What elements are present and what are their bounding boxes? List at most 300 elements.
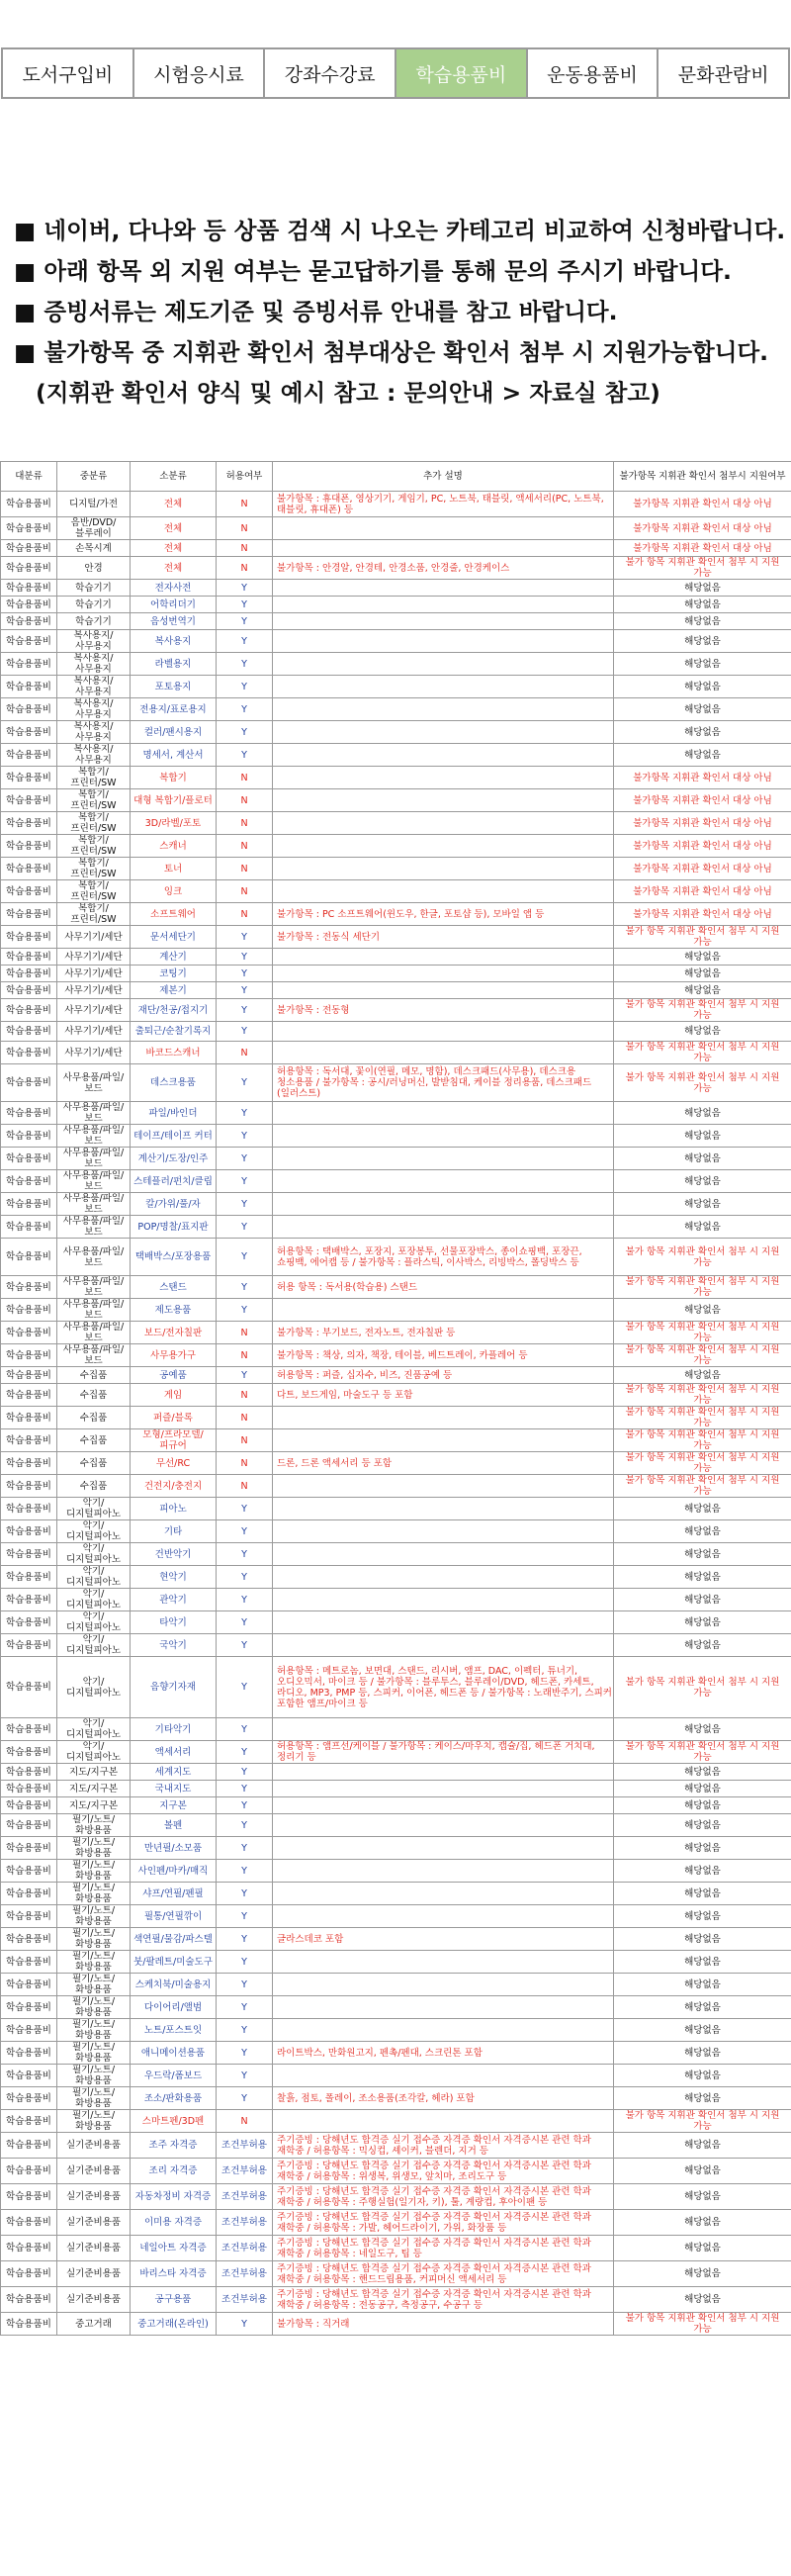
header-allowed: 허용여부 xyxy=(217,462,273,492)
cell-minor: 공예품 xyxy=(131,1367,217,1384)
cell-major: 학습용품비 xyxy=(1,1520,57,1543)
cell-middle: 수집품 xyxy=(57,1407,131,1429)
cell-major: 학습용품비 xyxy=(1,1148,57,1170)
cell-major: 학습용품비 xyxy=(1,1407,57,1429)
cell-description: 허용 항목 : 독서용(학습용) 스탠드 xyxy=(273,1276,614,1299)
table-row xyxy=(1,1216,791,1239)
cell-allowed: N xyxy=(217,1475,273,1498)
cell-description xyxy=(273,1905,614,1928)
cell-major: 학습용품비 xyxy=(1,1322,57,1344)
tab-1[interactable]: 시험응시료 xyxy=(132,47,266,99)
cell-middle: 학습기기 xyxy=(57,597,131,613)
table-row xyxy=(1,1741,791,1764)
table-row xyxy=(1,1384,791,1407)
cell-middle: 필기/노트/화방용품 xyxy=(57,2019,131,2042)
cell-major: 학습용품비 xyxy=(1,676,57,698)
cell-allowed: Y xyxy=(217,1657,273,1718)
cell-allowed: Y xyxy=(217,613,273,630)
cell-middle: 사무기기/세단 xyxy=(57,1042,131,1064)
cell-description: 주기증빙 : 당해년도 합격증 실기 접수증 자격증 확인서 자격증시본 관련 학과 재학중 / 허용항목 : 주행실험(일기자, 키), 툴, 계량컵, 후아이팬 등 xyxy=(273,2184,614,2210)
cell-middle: 안경 xyxy=(57,557,131,580)
table-row xyxy=(1,517,791,540)
cell-commander-note: 해당없음 xyxy=(614,653,791,676)
cell-allowed: Y xyxy=(217,1498,273,1520)
table-row xyxy=(1,949,791,966)
cell-major: 학습용품비 xyxy=(1,767,57,789)
cell-major: 학습용품비 xyxy=(1,1276,57,1299)
table-row xyxy=(1,1407,791,1429)
cell-major: 학습용품비 xyxy=(1,2313,57,2336)
cell-middle: 사무용품/파일/보드 xyxy=(57,1125,131,1148)
cell-middle: 필기/노트/화방용품 xyxy=(57,1928,131,1951)
cell-commander-note: 해당없음 xyxy=(614,966,791,982)
table-row xyxy=(1,1797,791,1814)
cell-description xyxy=(273,2065,614,2087)
cell-description xyxy=(273,982,614,999)
cell-minor: 필통/연필깎이 xyxy=(131,1905,217,1928)
table-row xyxy=(1,580,791,597)
cell-minor: 조주 자격증 xyxy=(131,2133,217,2159)
cell-description xyxy=(273,676,614,698)
cell-description: 찰흙, 점토, 폴레이, 조소용품(조각칼, 헤라) 포함 xyxy=(273,2087,614,2110)
table-row xyxy=(1,1611,791,1634)
cell-minor: 제도용품 xyxy=(131,1299,217,1322)
cell-major: 학습용품비 xyxy=(1,999,57,1022)
cell-allowed: Y xyxy=(217,1148,273,1170)
table-row xyxy=(1,1042,791,1064)
cell-major: 학습용품비 xyxy=(1,1193,57,1216)
cell-minor: 건전지/충전지 xyxy=(131,1475,217,1498)
cell-middle: 복합기/프린터/SW xyxy=(57,789,131,812)
cell-minor: 테이프/테이프 커터 xyxy=(131,1125,217,1148)
table-row xyxy=(1,2110,791,2133)
cell-commander-note: 불가 항목 지휘관 확인서 첨부 시 지원 가능 xyxy=(614,1344,791,1367)
cell-middle: 악기/디지털피아노 xyxy=(57,1520,131,1543)
cell-minor: 관악기 xyxy=(131,1589,217,1611)
cell-commander-note: 해당없음 xyxy=(614,1837,791,1860)
cell-major: 학습용품비 xyxy=(1,1860,57,1883)
header-minor: 소분류 xyxy=(131,462,217,492)
cell-description xyxy=(273,1543,614,1566)
cell-minor: 명세서, 계산서 xyxy=(131,744,217,767)
table-row xyxy=(1,1781,791,1797)
cell-allowed: Y xyxy=(217,1634,273,1657)
cell-major: 학습용품비 xyxy=(1,982,57,999)
cell-allowed: Y xyxy=(217,1102,273,1125)
table-row xyxy=(1,2159,791,2184)
cell-description: 불가항목 : 전동형 xyxy=(273,999,614,1022)
cell-allowed: N xyxy=(217,1429,273,1452)
cell-major: 학습용품비 xyxy=(1,2159,57,2184)
cell-minor: 중고거래(온라인) xyxy=(131,2313,217,2336)
header-description: 추가 설명 xyxy=(273,462,614,492)
cell-commander-note: 불가항목 지휘관 확인서 대상 아님 xyxy=(614,835,791,858)
cell-major: 학습용품비 xyxy=(1,1611,57,1634)
cell-commander-note: 해당없음 xyxy=(614,1520,791,1543)
cell-major: 학습용품비 xyxy=(1,1974,57,1996)
cell-allowed: Y xyxy=(217,676,273,698)
cell-description xyxy=(273,597,614,613)
notice-line: (지휘관 확인서 양식 및 예시 참고 : 문의안내 > 자료실 참고) xyxy=(36,379,660,407)
cell-middle: 수집품 xyxy=(57,1429,131,1452)
table-row xyxy=(1,1974,791,1996)
cell-minor: 이미용 자격증 xyxy=(131,2210,217,2236)
cell-description xyxy=(273,1797,614,1814)
cell-description xyxy=(273,540,614,557)
table-row xyxy=(1,1367,791,1384)
cell-middle: 복합기/프린터/SW xyxy=(57,880,131,903)
cell-commander-note: 해당없음 xyxy=(614,744,791,767)
table-row xyxy=(1,1064,791,1102)
cell-major: 학습용품비 xyxy=(1,2261,57,2287)
table-row xyxy=(1,1718,791,1741)
cell-description xyxy=(273,1781,614,1797)
cell-commander-note: 해당없음 xyxy=(614,1718,791,1741)
cell-minor: 칼/가위/풀/자 xyxy=(131,1193,217,1216)
cell-major: 학습용품비 xyxy=(1,2236,57,2261)
cell-major: 학습용품비 xyxy=(1,903,57,926)
table-row xyxy=(1,1589,791,1611)
table-row xyxy=(1,1883,791,1905)
cell-major: 학습용품비 xyxy=(1,1452,57,1475)
cell-minor: 피아노 xyxy=(131,1498,217,1520)
cell-description xyxy=(273,1520,614,1543)
cell-middle: 사무기기/세단 xyxy=(57,982,131,999)
cell-middle: 악기/디지털피아노 xyxy=(57,1498,131,1520)
cell-major: 학습용품비 xyxy=(1,492,57,517)
cell-minor: 액세서리 xyxy=(131,1741,217,1764)
cell-commander-note: 해당없음 xyxy=(614,630,791,653)
cell-description xyxy=(273,1764,614,1781)
cell-middle: 사무용품/파일/보드 xyxy=(57,1193,131,1216)
cell-description xyxy=(273,1837,614,1860)
cell-major: 학습용품비 xyxy=(1,1299,57,1322)
cell-allowed: Y xyxy=(217,1814,273,1837)
cell-minor: 모형/프라모델/피규어 xyxy=(131,1429,217,1452)
cell-allowed: Y xyxy=(217,580,273,597)
table-row xyxy=(1,1193,791,1216)
cell-commander-note: 해당없음 xyxy=(614,1193,791,1216)
cell-minor: 조리 자격증 xyxy=(131,2159,217,2184)
cell-middle: 복사용지/사무용지 xyxy=(57,676,131,698)
cell-middle: 악기/디지털피아노 xyxy=(57,1566,131,1589)
cell-major: 학습용품비 xyxy=(1,858,57,880)
cell-description xyxy=(273,1193,614,1216)
cell-major: 학습용품비 xyxy=(1,1634,57,1657)
cell-allowed: Y xyxy=(217,1299,273,1322)
tab-3[interactable]: 학습용품비 xyxy=(395,47,528,99)
cell-description xyxy=(273,1718,614,1741)
tab-0[interactable]: 도서구입비 xyxy=(1,47,134,99)
table-row xyxy=(1,1520,791,1543)
cell-middle: 사무기기/세단 xyxy=(57,1022,131,1042)
cell-description xyxy=(273,1148,614,1170)
cell-middle: 복합기/프린터/SW xyxy=(57,835,131,858)
cell-commander-note: 해당없음 xyxy=(614,1543,791,1566)
cell-commander-note: 해당없음 xyxy=(614,1299,791,1322)
cell-middle: 중고거래 xyxy=(57,2313,131,2336)
table-row xyxy=(1,1837,791,1860)
cell-major: 학습용품비 xyxy=(1,1239,57,1276)
cell-middle: 실기준비용품 xyxy=(57,2210,131,2236)
table-row xyxy=(1,2042,791,2065)
cell-major: 학습용품비 xyxy=(1,1022,57,1042)
cell-description xyxy=(273,966,614,982)
cell-commander-note: 해당없음 xyxy=(614,1951,791,1974)
cell-description xyxy=(273,1498,614,1520)
cell-description xyxy=(273,880,614,903)
cell-middle: 사무용품/파일/보드 xyxy=(57,1216,131,1239)
cell-minor: 볼펜 xyxy=(131,1814,217,1837)
cell-middle: 사무용품/파일/보드 xyxy=(57,1170,131,1193)
cell-description xyxy=(273,1996,614,2019)
cell-minor: 다이어리/앨범 xyxy=(131,1996,217,2019)
cell-commander-note: 불가 항목 지휘관 확인서 첨부 시 지원 가능 xyxy=(614,1407,791,1429)
cell-minor: 애니메이션용품 xyxy=(131,2042,217,2065)
cell-allowed: Y xyxy=(217,1928,273,1951)
cell-major: 학습용품비 xyxy=(1,1589,57,1611)
cell-middle: 복합기/프린터/SW xyxy=(57,767,131,789)
cell-minor: 스캐너 xyxy=(131,835,217,858)
cell-commander-note: 불가항목 지휘관 확인서 대상 아님 xyxy=(614,903,791,926)
cell-commander-note: 해당없음 xyxy=(614,1498,791,1520)
cell-commander-note: 불가항목 지휘관 확인서 대상 아님 xyxy=(614,812,791,835)
cell-allowed: 조건부허용 xyxy=(217,2159,273,2184)
table-row xyxy=(1,1022,791,1042)
cell-major: 학습용품비 xyxy=(1,2287,57,2313)
cell-description xyxy=(273,1860,614,1883)
cell-description xyxy=(273,613,614,630)
table-header-row xyxy=(1,462,791,492)
cell-commander-note: 불가 항목 지휘관 확인서 첨부 시 지원 가능 xyxy=(614,557,791,580)
cell-minor: 복합기 xyxy=(131,767,217,789)
cell-commander-note: 불가 항목 지휘관 확인서 첨부 시 지원 가능 xyxy=(614,1064,791,1102)
table-row xyxy=(1,1814,791,1837)
table-row xyxy=(1,1905,791,1928)
cell-allowed: N xyxy=(217,767,273,789)
cell-allowed: Y xyxy=(217,1276,273,1299)
cell-major: 학습용품비 xyxy=(1,698,57,721)
cell-middle: 실기준비용품 xyxy=(57,2287,131,2313)
cell-major: 학습용품비 xyxy=(1,1216,57,1239)
table-row xyxy=(1,2287,791,2313)
cell-commander-note: 해당없음 xyxy=(614,2184,791,2210)
cell-minor: 노트/포스트잇 xyxy=(131,2019,217,2042)
cell-commander-note: 해당없음 xyxy=(614,698,791,721)
table-row xyxy=(1,698,791,721)
table-row xyxy=(1,1475,791,1498)
cell-commander-note: 해당없음 xyxy=(614,1764,791,1781)
table-row xyxy=(1,597,791,613)
cell-commander-note: 해당없음 xyxy=(614,2042,791,2065)
cell-commander-note: 해당없음 xyxy=(614,1883,791,1905)
cell-minor: 세계지도 xyxy=(131,1764,217,1781)
table-row xyxy=(1,1170,791,1193)
cell-commander-note: 불가 항목 지휘관 확인서 첨부 시 지원 가능 xyxy=(614,1322,791,1344)
cell-middle: 복합기/프린터/SW xyxy=(57,903,131,926)
cell-description: 허용항목 : 택배박스, 포장지, 포장봉투, 선물포장박스, 종이쇼핑백, 포장끈, 쇼핑백, 에어캡 등 / 불가항목 : 플라스틱, 이사박스, 리빙박스, 폴딩박스 등 xyxy=(273,1239,614,1276)
cell-major: 학습용품비 xyxy=(1,835,57,858)
cell-allowed: N xyxy=(217,903,273,926)
cell-major: 학습용품비 xyxy=(1,1102,57,1125)
cell-minor: 전자사전 xyxy=(131,580,217,597)
cell-minor: 계산기 xyxy=(131,949,217,966)
cell-commander-note: 해당없음 xyxy=(614,1216,791,1239)
cell-major: 학습용품비 xyxy=(1,1814,57,1837)
cell-major: 학습용품비 xyxy=(1,1741,57,1764)
cell-commander-note: 해당없음 xyxy=(614,1814,791,1837)
cell-commander-note: 불가 항목 지휘관 확인서 첨부 시 지원 가능 xyxy=(614,1276,791,1299)
cell-major: 학습용품비 xyxy=(1,1064,57,1102)
cell-minor: 바리스타 자격증 xyxy=(131,2261,217,2287)
cell-middle: 수집품 xyxy=(57,1367,131,1384)
cell-middle: 실기준비용품 xyxy=(57,2133,131,2159)
cell-minor: 포토용지 xyxy=(131,676,217,698)
cell-major: 학습용품비 xyxy=(1,2210,57,2236)
cell-minor: 전체 xyxy=(131,557,217,580)
cell-allowed: Y xyxy=(217,2019,273,2042)
cell-major: 학습용품비 xyxy=(1,1837,57,1860)
cell-major: 학습용품비 xyxy=(1,2133,57,2159)
cell-commander-note: 해당없음 xyxy=(614,1928,791,1951)
category-tabs xyxy=(0,47,791,99)
cell-middle: 악기/디지털피아노 xyxy=(57,1634,131,1657)
cell-allowed: N xyxy=(217,789,273,812)
cell-description: 허용항목 : 퍼즐, 십자수, 비즈, 진품공예 등 xyxy=(273,1367,614,1384)
cell-minor: 만년필/소모품 xyxy=(131,1837,217,1860)
cell-major: 학습용품비 xyxy=(1,966,57,982)
cell-major: 학습용품비 xyxy=(1,2184,57,2210)
table-row xyxy=(1,1148,791,1170)
cell-description xyxy=(273,1883,614,1905)
cell-major: 학습용품비 xyxy=(1,630,57,653)
cell-commander-note: 해당없음 xyxy=(614,1589,791,1611)
cell-description xyxy=(273,1299,614,1322)
cell-minor: 택배박스/포장용품 xyxy=(131,1239,217,1276)
cell-minor: 전용지/표로용지 xyxy=(131,698,217,721)
cell-description xyxy=(273,1951,614,1974)
cell-allowed: Y xyxy=(217,2313,273,2336)
table-row xyxy=(1,1634,791,1657)
notice-block xyxy=(14,211,785,414)
cell-description xyxy=(273,744,614,767)
cell-major: 학습용품비 xyxy=(1,597,57,613)
table-row xyxy=(1,540,791,557)
cell-minor: 바코드스캐너 xyxy=(131,1042,217,1064)
table-row xyxy=(1,1429,791,1452)
cell-allowed: 조건부허용 xyxy=(217,2287,273,2313)
cell-major: 학습용품비 xyxy=(1,1951,57,1974)
cell-major: 학습용품비 xyxy=(1,1170,57,1193)
cell-minor: 기타악기 xyxy=(131,1718,217,1741)
cell-middle: 필기/노트/화방용품 xyxy=(57,1974,131,1996)
cell-commander-note: 해당없음 xyxy=(614,1125,791,1148)
cell-allowed: 조건부허용 xyxy=(217,2210,273,2236)
cell-major: 학습용품비 xyxy=(1,2019,57,2042)
cell-middle: 필기/노트/화방용품 xyxy=(57,1905,131,1928)
cell-middle: 필기/노트/화방용품 xyxy=(57,1837,131,1860)
cell-minor: 잉크 xyxy=(131,880,217,903)
table-row xyxy=(1,789,791,812)
cell-commander-note: 해당없음 xyxy=(614,2087,791,2110)
cell-middle: 디지털/가전 xyxy=(57,492,131,517)
cell-major: 학습용품비 xyxy=(1,1125,57,1148)
cell-description xyxy=(273,1611,614,1634)
cell-description xyxy=(273,2110,614,2133)
notice-line: ■ 아래 항목 외 지원 여부는 묻고답하기를 통해 문의 주시기 바랍니다. xyxy=(14,257,732,285)
cell-minor: 스테플러/펀치/클립 xyxy=(131,1170,217,1193)
cell-description xyxy=(273,698,614,721)
cell-middle: 학습기기 xyxy=(57,613,131,630)
cell-middle: 지도/지구본 xyxy=(57,1764,131,1781)
cell-allowed: N xyxy=(217,812,273,835)
cell-minor: 사인펜/마카/매직 xyxy=(131,1860,217,1883)
tab-4[interactable]: 운동용품비 xyxy=(526,47,659,99)
table-row xyxy=(1,2210,791,2236)
cell-commander-note: 해당없음 xyxy=(614,1566,791,1589)
cell-middle: 사무용품/파일/보드 xyxy=(57,1299,131,1322)
cell-minor: 국내지도 xyxy=(131,1781,217,1797)
cell-allowed: Y xyxy=(217,1974,273,1996)
cell-commander-note: 해당없음 xyxy=(614,1996,791,2019)
cell-allowed: N xyxy=(217,1407,273,1429)
cell-major: 학습용품비 xyxy=(1,1928,57,1951)
cell-middle: 사무용품/파일/보드 xyxy=(57,1148,131,1170)
cell-description xyxy=(273,721,614,744)
cell-middle: 사무용품/파일/보드 xyxy=(57,1322,131,1344)
cell-description: 다트, 보드게임, 마술도구 등 포함 xyxy=(273,1384,614,1407)
cell-middle: 악기/디지털피아노 xyxy=(57,1589,131,1611)
cell-major: 학습용품비 xyxy=(1,2065,57,2087)
cell-middle: 필기/노트/화방용품 xyxy=(57,2065,131,2087)
cell-commander-note: 해당없음 xyxy=(614,1974,791,1996)
cell-minor: 자동차정비 자격증 xyxy=(131,2184,217,2210)
table-row xyxy=(1,1344,791,1367)
cell-major: 학습용품비 xyxy=(1,2087,57,2110)
cell-major: 학습용품비 xyxy=(1,557,57,580)
cell-commander-note: 해당없음 xyxy=(614,2065,791,2087)
cell-allowed: N xyxy=(217,858,273,880)
table-row xyxy=(1,1996,791,2019)
table-row xyxy=(1,492,791,517)
cell-description: 불가항목 : 부기보드, 전자노트, 전자칠판 등 xyxy=(273,1322,614,1344)
tab-2[interactable]: 강좌수강료 xyxy=(263,47,396,99)
header-commander-note: 불가항목 지휘관 확인서 첨부시 지원여부 xyxy=(614,462,791,492)
notice-line: ■ 증빙서류는 제도기준 및 증빙서류 안내를 참고 바랍니다. xyxy=(14,298,618,325)
cell-description: 주기증빙 : 당해년도 합격증 실기 접수증 자격증 확인서 자격증시본 관련 학과 재학중 / 허용항목 : 핸드드립용품, 커피머신 액세서리 등 xyxy=(273,2261,614,2287)
tab-5[interactable]: 문화관람비 xyxy=(657,47,790,99)
table-row xyxy=(1,653,791,676)
cell-minor: 퍼즐/블록 xyxy=(131,1407,217,1429)
cell-major: 학습용품비 xyxy=(1,1429,57,1452)
cell-allowed: Y xyxy=(217,1170,273,1193)
cell-allowed: N xyxy=(217,517,273,540)
cell-commander-note: 불가 항목 지휘관 확인서 첨부 시 지원 가능 xyxy=(614,1042,791,1064)
cell-middle: 사무용품/파일/보드 xyxy=(57,1276,131,1299)
cell-minor: 스케치북/미술용지 xyxy=(131,1974,217,1996)
cell-minor: 우드락/폼보드 xyxy=(131,2065,217,2087)
table-row xyxy=(1,1860,791,1883)
cell-commander-note: 불가 항목 지휘관 확인서 첨부 시 지원 가능 xyxy=(614,999,791,1022)
cell-major: 학습용품비 xyxy=(1,1384,57,1407)
cell-description: 불가항목 : 책상, 의자, 책장, 테이블, 베드트레이, 카플레어 등 xyxy=(273,1344,614,1367)
cell-commander-note: 해당없음 xyxy=(614,721,791,744)
table-row xyxy=(1,2133,791,2159)
table-row xyxy=(1,557,791,580)
cell-commander-note: 불가항목 지휘관 확인서 대상 아님 xyxy=(614,517,791,540)
cell-middle: 지도/지구본 xyxy=(57,1797,131,1814)
cell-allowed: Y xyxy=(217,721,273,744)
